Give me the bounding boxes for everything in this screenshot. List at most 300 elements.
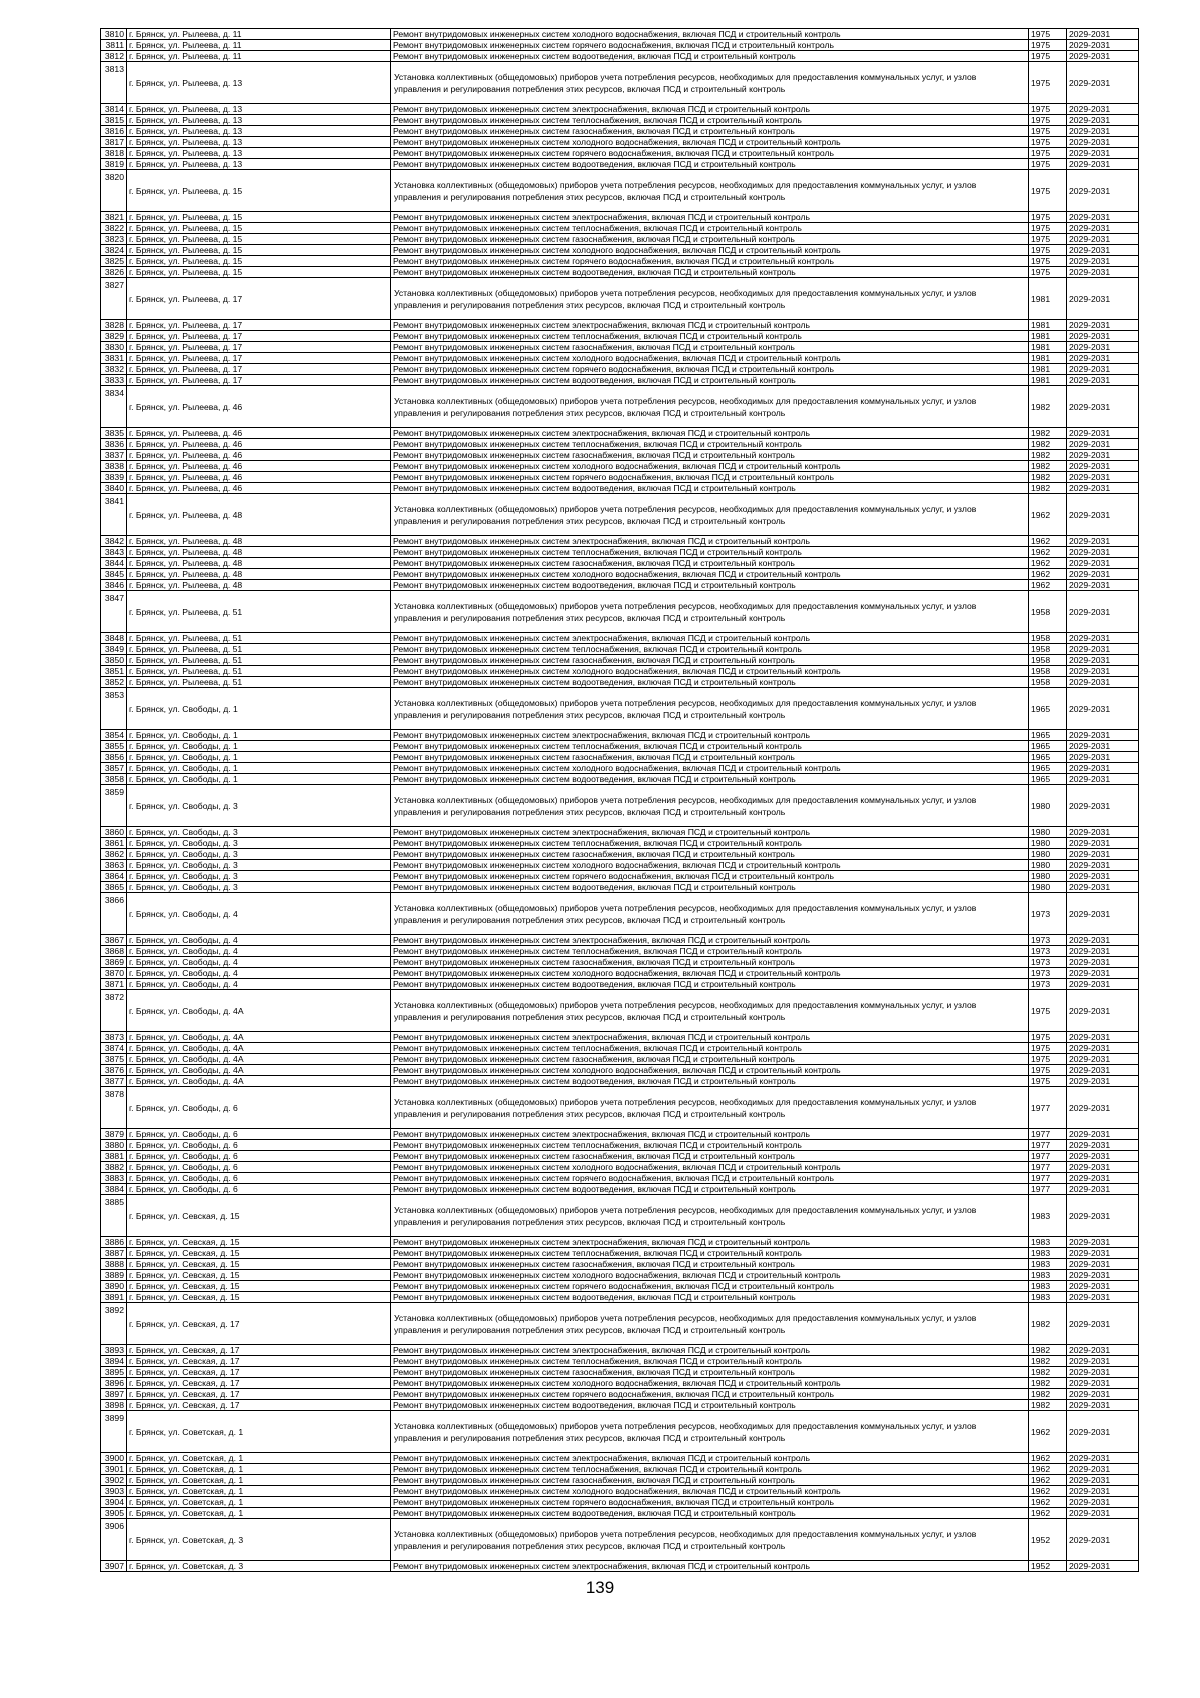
table-row [101, 1259, 1139, 1270]
build-year-cell: 1975 [1029, 137, 1067, 148]
table-row [101, 331, 1139, 342]
address-cell: г. Брянск, ул. Свободы, д. 4 [127, 935, 391, 946]
work-description-cell: Ремонт внутридомовых инженерных систем горячего водоснабжения, включая ПСД и строительный контроль [391, 40, 1029, 51]
row-number: 3876 [101, 1065, 127, 1076]
build-year-cell: 1982 [1029, 1389, 1067, 1400]
work-description-cell: Ремонт внутридомовых инженерных систем водоотведения, включая ПСД и строительный контроль [391, 1076, 1029, 1087]
address-cell: г. Брянск, ул. Советская, д. 1 [127, 1508, 391, 1519]
row-number: 3860 [101, 827, 127, 838]
work-description-cell: Установка коллективных (общедомовых) приборов учета потребления ресурсов, необходимых для предоставления коммунальных услуг, и узлов управления и регулирования потребления этих ресурсов, включая ПСД и строительный контроль [391, 386, 1029, 428]
planned-period-cell: 2029-2031 [1067, 331, 1139, 342]
row-number: 3874 [101, 1043, 127, 1054]
row-number: 3814 [101, 104, 127, 115]
table-row [101, 428, 1139, 439]
build-year-cell: 1973 [1029, 935, 1067, 946]
table-row [101, 1400, 1139, 1411]
build-year-cell: 1977 [1029, 1162, 1067, 1173]
planned-period-cell: 2029-2031 [1067, 494, 1139, 536]
planned-period-cell: 2029-2031 [1067, 1237, 1139, 1248]
build-year-cell: 1982 [1029, 472, 1067, 483]
table-row [101, 666, 1139, 677]
work-description-cell: Ремонт внутридомовых инженерных систем теплоснабжения, включая ПСД и строительный контроль [391, 1043, 1029, 1054]
table-row [101, 827, 1139, 838]
planned-period-cell: 2029-2031 [1067, 212, 1139, 223]
row-number: 3830 [101, 342, 127, 353]
build-year-cell: 1962 [1029, 1486, 1067, 1497]
build-year-cell: 1982 [1029, 1356, 1067, 1367]
planned-period-cell: 2029-2031 [1067, 1129, 1139, 1140]
build-year-cell: 1975 [1029, 234, 1067, 245]
work-description-cell: Ремонт внутридомовых инженерных систем водоотведения, включая ПСД и строительный контроль [391, 1292, 1029, 1303]
build-year-cell: 1975 [1029, 267, 1067, 278]
work-description-cell: Ремонт внутридомовых инженерных систем электроснабжения, включая ПСД и строительный контроль [391, 1345, 1029, 1356]
work-description-cell: Ремонт внутридомовых инженерных систем холодного водоснабжения, включая ПСД и строительный контроль [391, 968, 1029, 979]
address-cell: г. Брянск, ул. Рылеева, д. 13 [127, 115, 391, 126]
planned-period-cell: 2029-2031 [1067, 320, 1139, 331]
planned-period-cell: 2029-2031 [1067, 957, 1139, 968]
row-number: 3885 [101, 1195, 127, 1237]
table-row [101, 1195, 1139, 1237]
build-year-cell: 1981 [1029, 364, 1067, 375]
address-cell: г. Брянск, ул. Севская, д. 17 [127, 1400, 391, 1411]
planned-period-cell: 2029-2031 [1067, 1281, 1139, 1292]
work-description-cell: Ремонт внутридомовых инженерных систем водоотведения, включая ПСД и строительный контроль [391, 580, 1029, 591]
row-number: 3887 [101, 1248, 127, 1259]
build-year-cell: 1962 [1029, 558, 1067, 569]
build-year-cell: 1983 [1029, 1292, 1067, 1303]
build-year-cell: 1981 [1029, 353, 1067, 364]
table-row [101, 946, 1139, 957]
work-description-cell: Ремонт внутридомовых инженерных систем холодного водоснабжения, включая ПСД и строительный контроль [391, 137, 1029, 148]
table-row [101, 353, 1139, 364]
table-row [101, 320, 1139, 331]
build-year-cell: 1977 [1029, 1129, 1067, 1140]
row-number: 3897 [101, 1389, 127, 1400]
work-description-cell: Ремонт внутридомовых инженерных систем электроснабжения, включая ПСД и строительный контроль [391, 1032, 1029, 1043]
row-number: 3843 [101, 547, 127, 558]
row-number: 3813 [101, 62, 127, 104]
work-description-cell: Ремонт внутридомовых инженерных систем теплоснабжения, включая ПСД и строительный контроль [391, 439, 1029, 450]
build-year-cell: 1980 [1029, 860, 1067, 871]
planned-period-cell: 2029-2031 [1067, 278, 1139, 320]
address-cell: г. Брянск, ул. Свободы, д. 3 [127, 838, 391, 849]
address-cell: г. Брянск, ул. Рылеева, д. 17 [127, 364, 391, 375]
planned-period-cell: 2029-2031 [1067, 1184, 1139, 1195]
work-description-cell: Ремонт внутридомовых инженерных систем холодного водоснабжения, включая ПСД и строительный контроль [391, 353, 1029, 364]
row-number: 3829 [101, 331, 127, 342]
row-number: 3823 [101, 234, 127, 245]
address-cell: г. Брянск, ул. Севская, д. 17 [127, 1367, 391, 1378]
row-number: 3833 [101, 375, 127, 386]
build-year-cell: 1983 [1029, 1237, 1067, 1248]
work-description-cell: Ремонт внутридомовых инженерных систем холодного водоснабжения, включая ПСД и строительный контроль [391, 569, 1029, 580]
table-row [101, 979, 1139, 990]
planned-period-cell: 2029-2031 [1067, 428, 1139, 439]
address-cell: г. Брянск, ул. Свободы, д. 1 [127, 741, 391, 752]
planned-period-cell: 2029-2031 [1067, 1054, 1139, 1065]
work-description-cell: Ремонт внутридомовых инженерных систем теплоснабжения, включая ПСД и строительный контроль [391, 115, 1029, 126]
work-description-cell: Ремонт внутридомовых инженерных систем водоотведения, включая ПСД и строительный контроль [391, 1400, 1029, 1411]
work-description-cell: Ремонт внутридомовых инженерных систем холодного водоснабжения, включая ПСД и строительный контроль [391, 860, 1029, 871]
table-row [101, 1345, 1139, 1356]
planned-period-cell: 2029-2031 [1067, 472, 1139, 483]
planned-period-cell: 2029-2031 [1067, 935, 1139, 946]
planned-period-cell: 2029-2031 [1067, 677, 1139, 688]
work-description-cell: Ремонт внутридомовых инженерных систем холодного водоснабжения, включая ПСД и строительный контроль [391, 666, 1029, 677]
address-cell: г. Брянск, ул. Советская, д. 1 [127, 1475, 391, 1486]
address-cell: г. Брянск, ул. Советская, д. 1 [127, 1464, 391, 1475]
table-row [101, 860, 1139, 871]
address-cell: г. Брянск, ул. Советская, д. 1 [127, 1453, 391, 1464]
build-year-cell: 1975 [1029, 40, 1067, 51]
table-row [101, 115, 1139, 126]
address-cell: г. Брянск, ул. Рылеева, д. 17 [127, 320, 391, 331]
row-number: 3890 [101, 1281, 127, 1292]
build-year-cell: 1958 [1029, 677, 1067, 688]
address-cell: г. Брянск, ул. Свободы, д. 3 [127, 785, 391, 827]
address-cell: г. Брянск, ул. Свободы, д. 6 [127, 1087, 391, 1129]
row-number: 3902 [101, 1475, 127, 1486]
work-description-cell: Ремонт внутридомовых инженерных систем водоотведения, включая ПСД и строительный контроль [391, 483, 1029, 494]
planned-period-cell: 2029-2031 [1067, 1043, 1139, 1054]
address-cell: г. Брянск, ул. Рылеева, д. 15 [127, 267, 391, 278]
planned-period-cell: 2029-2031 [1067, 148, 1139, 159]
planned-period-cell: 2029-2031 [1067, 1259, 1139, 1270]
row-number: 3906 [101, 1519, 127, 1561]
build-year-cell: 1982 [1029, 439, 1067, 450]
planned-period-cell: 2029-2031 [1067, 1356, 1139, 1367]
build-year-cell: 1977 [1029, 1087, 1067, 1129]
table-row [101, 677, 1139, 688]
planned-period-cell: 2029-2031 [1067, 893, 1139, 935]
address-cell: г. Брянск, ул. Рылеева, д. 15 [127, 245, 391, 256]
address-cell: г. Брянск, ул. Свободы, д. 6 [127, 1151, 391, 1162]
build-year-cell: 1977 [1029, 1151, 1067, 1162]
work-description-cell: Ремонт внутридомовых инженерных систем теплоснабжения, включая ПСД и строительный контроль [391, 838, 1029, 849]
build-year-cell: 1977 [1029, 1184, 1067, 1195]
work-description-cell: Ремонт внутридомовых инженерных систем водоотведения, включая ПСД и строительный контроль [391, 677, 1029, 688]
row-number: 3811 [101, 40, 127, 51]
address-cell: г. Брянск, ул. Севская, д. 15 [127, 1270, 391, 1281]
work-description-cell: Ремонт внутридомовых инженерных систем горячего водоснабжения, включая ПСД и строительный контроль [391, 148, 1029, 159]
address-cell: г. Брянск, ул. Рылеева, д. 17 [127, 278, 391, 320]
build-year-cell: 1980 [1029, 827, 1067, 838]
build-year-cell: 1975 [1029, 29, 1067, 40]
work-description-cell: Установка коллективных (общедомовых) приборов учета потребления ресурсов, необходимых для предоставления коммунальных услуг, и узлов управления и регулирования потребления этих ресурсов, включая ПСД и строительный контроль [391, 785, 1029, 827]
build-year-cell: 1973 [1029, 893, 1067, 935]
work-description-cell: Ремонт внутридомовых инженерных систем водоотведения, включая ПСД и строительный контроль [391, 882, 1029, 893]
work-description-cell: Ремонт внутридомовых инженерных систем водоотведения, включая ПСД и строительный контроль [391, 1184, 1029, 1195]
planned-period-cell: 2029-2031 [1067, 1032, 1139, 1043]
address-cell: г. Брянск, ул. Севская, д. 15 [127, 1281, 391, 1292]
row-number: 3841 [101, 494, 127, 536]
work-description-cell: Установка коллективных (общедомовых) приборов учета потребления ресурсов, необходимых для предоставления коммунальных услуг, и узлов управления и регулирования потребления этих ресурсов, включая ПСД и строительный контроль [391, 1411, 1029, 1453]
build-year-cell: 1973 [1029, 968, 1067, 979]
planned-period-cell: 2029-2031 [1067, 1400, 1139, 1411]
work-description-cell: Установка коллективных (общедомовых) приборов учета потребления ресурсов, необходимых для предоставления коммунальных услуг, и узлов управления и регулирования потребления этих ресурсов, включая ПСД и строительный контроль [391, 494, 1029, 536]
address-cell: г. Брянск, ул. Рылеева, д. 17 [127, 375, 391, 386]
planned-period-cell: 2029-2031 [1067, 483, 1139, 494]
table-row [101, 1453, 1139, 1464]
row-number: 3854 [101, 730, 127, 741]
build-year-cell: 1975 [1029, 223, 1067, 234]
address-cell: г. Брянск, ул. Свободы, д. 6 [127, 1173, 391, 1184]
planned-period-cell: 2029-2031 [1067, 375, 1139, 386]
build-year-cell: 1975 [1029, 159, 1067, 170]
address-cell: г. Брянск, ул. Рылеева, д. 46 [127, 428, 391, 439]
planned-period-cell: 2029-2031 [1067, 730, 1139, 741]
address-cell: г. Брянск, ул. Рылеева, д. 51 [127, 644, 391, 655]
planned-period-cell: 2029-2031 [1067, 547, 1139, 558]
address-cell: г. Брянск, ул. Рылеева, д. 15 [127, 234, 391, 245]
table-row [101, 1508, 1139, 1519]
work-description-cell: Ремонт внутридомовых инженерных систем электроснабжения, включая ПСД и строительный контроль [391, 212, 1029, 223]
build-year-cell: 1982 [1029, 386, 1067, 428]
address-cell: г. Брянск, ул. Свободы, д. 4А [127, 1043, 391, 1054]
planned-period-cell: 2029-2031 [1067, 159, 1139, 170]
address-cell: г. Брянск, ул. Свободы, д. 4 [127, 946, 391, 957]
build-year-cell: 1982 [1029, 1378, 1067, 1389]
table-row [101, 1237, 1139, 1248]
address-cell: г. Брянск, ул. Свободы, д. 4 [127, 968, 391, 979]
table-row [101, 558, 1139, 569]
table-row [101, 1032, 1139, 1043]
build-year-cell: 1975 [1029, 170, 1067, 212]
address-cell: г. Брянск, ул. Рылеева, д. 15 [127, 212, 391, 223]
build-year-cell: 1980 [1029, 785, 1067, 827]
document-page [100, 28, 1138, 1572]
work-description-cell: Ремонт внутридомовых инженерных систем газоснабжения, включая ПСД и строительный контроль [391, 849, 1029, 860]
planned-period-cell: 2029-2031 [1067, 1497, 1139, 1508]
table-row [101, 494, 1139, 536]
planned-period-cell: 2029-2031 [1067, 1292, 1139, 1303]
table-row [101, 1054, 1139, 1065]
address-cell: г. Брянск, ул. Рылеева, д. 13 [127, 159, 391, 170]
address-cell: г. Брянск, ул. Рылеева, д. 11 [127, 40, 391, 51]
table-row [101, 1486, 1139, 1497]
row-number: 3850 [101, 655, 127, 666]
row-number: 3818 [101, 148, 127, 159]
table-row [101, 472, 1139, 483]
planned-period-cell: 2029-2031 [1067, 882, 1139, 893]
build-year-cell: 1962 [1029, 536, 1067, 547]
build-year-cell: 1983 [1029, 1259, 1067, 1270]
build-year-cell: 1975 [1029, 115, 1067, 126]
row-number: 3844 [101, 558, 127, 569]
planned-period-cell: 2029-2031 [1067, 342, 1139, 353]
address-cell: г. Брянск, ул. Севская, д. 17 [127, 1378, 391, 1389]
build-year-cell: 1975 [1029, 126, 1067, 137]
table-row [101, 40, 1139, 51]
planned-period-cell: 2029-2031 [1067, 1411, 1139, 1453]
table-row [101, 364, 1139, 375]
build-year-cell: 1965 [1029, 741, 1067, 752]
table-row [101, 893, 1139, 935]
work-description-cell: Ремонт внутридомовых инженерных систем газоснабжения, включая ПСД и строительный контроль [391, 1151, 1029, 1162]
row-number: 3875 [101, 1054, 127, 1065]
planned-period-cell: 2029-2031 [1067, 741, 1139, 752]
address-cell: г. Брянск, ул. Свободы, д. 1 [127, 688, 391, 730]
address-cell: г. Брянск, ул. Севская, д. 15 [127, 1195, 391, 1237]
address-cell: г. Брянск, ул. Севская, д. 15 [127, 1292, 391, 1303]
table-row [101, 1389, 1139, 1400]
row-number: 3907 [101, 1561, 127, 1572]
work-description-cell: Ремонт внутридомовых инженерных систем газоснабжения, включая ПСД и строительный контроль [391, 342, 1029, 353]
planned-period-cell: 2029-2031 [1067, 1389, 1139, 1400]
planned-period-cell: 2029-2031 [1067, 1453, 1139, 1464]
planned-period-cell: 2029-2031 [1067, 763, 1139, 774]
planned-period-cell: 2029-2031 [1067, 666, 1139, 677]
planned-period-cell: 2029-2031 [1067, 838, 1139, 849]
table-row [101, 256, 1139, 267]
build-year-cell: 1952 [1029, 1519, 1067, 1561]
address-cell: г. Брянск, ул. Свободы, д. 4 [127, 893, 391, 935]
work-description-cell: Ремонт внутридомовых инженерных систем холодного водоснабжения, включая ПСД и строительный контроль [391, 1065, 1029, 1076]
address-cell: г. Брянск, ул. Рылеева, д. 51 [127, 677, 391, 688]
table-row [101, 245, 1139, 256]
planned-period-cell: 2029-2031 [1067, 40, 1139, 51]
row-number: 3834 [101, 386, 127, 428]
work-description-cell: Ремонт внутридомовых инженерных систем водоотведения, включая ПСД и строительный контроль [391, 1508, 1029, 1519]
build-year-cell: 1980 [1029, 882, 1067, 893]
table-row [101, 1475, 1139, 1486]
build-year-cell: 1981 [1029, 278, 1067, 320]
build-year-cell: 1962 [1029, 1453, 1067, 1464]
row-number: 3863 [101, 860, 127, 871]
row-number: 3865 [101, 882, 127, 893]
build-year-cell: 1980 [1029, 849, 1067, 860]
work-description-cell: Ремонт внутридомовых инженерных систем теплоснабжения, включая ПСД и строительный контроль [391, 547, 1029, 558]
planned-period-cell: 2029-2031 [1067, 591, 1139, 633]
planned-period-cell: 2029-2031 [1067, 104, 1139, 115]
work-description-cell: Ремонт внутридомовых инженерных систем горячего водоснабжения, включая ПСД и строительный контроль [391, 1173, 1029, 1184]
table-row [101, 1356, 1139, 1367]
planned-period-cell: 2029-2031 [1067, 267, 1139, 278]
build-year-cell: 1982 [1029, 428, 1067, 439]
address-cell: г. Брянск, ул. Свободы, д. 4А [127, 1054, 391, 1065]
build-year-cell: 1981 [1029, 331, 1067, 342]
build-year-cell: 1977 [1029, 1140, 1067, 1151]
row-number: 3873 [101, 1032, 127, 1043]
planned-period-cell: 2029-2031 [1067, 785, 1139, 827]
work-description-cell: Ремонт внутридомовых инженерных систем водоотведения, включая ПСД и строительный контроль [391, 267, 1029, 278]
planned-period-cell: 2029-2031 [1067, 1087, 1139, 1129]
work-description-cell: Ремонт внутридомовых инженерных систем электроснабжения, включая ПСД и строительный контроль [391, 1237, 1029, 1248]
address-cell: г. Брянск, ул. Свободы, д. 4А [127, 1032, 391, 1043]
address-cell: г. Брянск, ул. Рылеева, д. 48 [127, 547, 391, 558]
planned-period-cell: 2029-2031 [1067, 170, 1139, 212]
address-cell: г. Брянск, ул. Рылеева, д. 46 [127, 386, 391, 428]
row-number: 3827 [101, 278, 127, 320]
build-year-cell: 1981 [1029, 342, 1067, 353]
table-row [101, 536, 1139, 547]
table-row [101, 785, 1139, 827]
planned-period-cell: 2029-2031 [1067, 655, 1139, 666]
row-number: 3877 [101, 1076, 127, 1087]
build-year-cell: 1980 [1029, 871, 1067, 882]
work-description-cell: Ремонт внутридомовых инженерных систем газоснабжения, включая ПСД и строительный контроль [391, 450, 1029, 461]
table-row [101, 957, 1139, 968]
work-description-cell: Установка коллективных (общедомовых) приборов учета потребления ресурсов, необходимых для предоставления коммунальных услуг, и узлов управления и регулирования потребления этих ресурсов, включая ПСД и строительный контроль [391, 1195, 1029, 1237]
planned-period-cell: 2029-2031 [1067, 979, 1139, 990]
planned-period-cell: 2029-2031 [1067, 860, 1139, 871]
table-row [101, 1162, 1139, 1173]
work-description-cell: Установка коллективных (общедомовых) приборов учета потребления ресурсов, необходимых для предоставления коммунальных услуг, и узлов управления и регулирования потребления этих ресурсов, включая ПСД и строительный контроль [391, 170, 1029, 212]
build-year-cell: 1983 [1029, 1195, 1067, 1237]
build-year-cell: 1965 [1029, 688, 1067, 730]
table-row [101, 1087, 1139, 1129]
planned-period-cell: 2029-2031 [1067, 62, 1139, 104]
repair-schedule-table [100, 28, 1139, 1572]
build-year-cell: 1975 [1029, 62, 1067, 104]
row-number: 3899 [101, 1411, 127, 1453]
work-description-cell: Установка коллективных (общедомовых) приборов учета потребления ресурсов, необходимых для предоставления коммунальных услуг, и узлов управления и регулирования потребления этих ресурсов, включая ПСД и строительный контроль [391, 990, 1029, 1032]
work-description-cell: Ремонт внутридомовых инженерных систем газоснабжения, включая ПСД и строительный контроль [391, 234, 1029, 245]
row-number: 3894 [101, 1356, 127, 1367]
build-year-cell: 1982 [1029, 461, 1067, 472]
planned-period-cell: 2029-2031 [1067, 536, 1139, 547]
planned-period-cell: 2029-2031 [1067, 752, 1139, 763]
row-number: 3846 [101, 580, 127, 591]
build-year-cell: 1962 [1029, 1497, 1067, 1508]
work-description-cell: Ремонт внутридомовых инженерных систем водоотведения, включая ПСД и строительный контроль [391, 979, 1029, 990]
table-row [101, 29, 1139, 40]
row-number: 3869 [101, 957, 127, 968]
build-year-cell: 1958 [1029, 666, 1067, 677]
work-description-cell: Ремонт внутридомовых инженерных систем газоснабжения, включая ПСД и строительный контроль [391, 1367, 1029, 1378]
address-cell: г. Брянск, ул. Рылеева, д. 17 [127, 331, 391, 342]
address-cell: г. Брянск, ул. Свободы, д. 4 [127, 957, 391, 968]
build-year-cell: 1977 [1029, 1173, 1067, 1184]
address-cell: г. Брянск, ул. Советская, д. 1 [127, 1411, 391, 1453]
table-row [101, 968, 1139, 979]
build-year-cell: 1982 [1029, 483, 1067, 494]
table-row [101, 148, 1139, 159]
work-description-cell: Ремонт внутридомовых инженерных систем газоснабжения, включая ПСД и строительный контроль [391, 957, 1029, 968]
address-cell: г. Брянск, ул. Рылеева, д. 13 [127, 137, 391, 148]
planned-period-cell: 2029-2031 [1067, 849, 1139, 860]
work-description-cell: Установка коллективных (общедомовых) приборов учета потребления ресурсов, необходимых для предоставления коммунальных услуг, и узлов управления и регулирования потребления этих ресурсов, включая ПСД и строительный контроль [391, 688, 1029, 730]
address-cell: г. Брянск, ул. Севская, д. 17 [127, 1389, 391, 1400]
table-row [101, 386, 1139, 428]
row-number: 3864 [101, 871, 127, 882]
build-year-cell: 1981 [1029, 320, 1067, 331]
address-cell: г. Брянск, ул. Рылеева, д. 51 [127, 666, 391, 677]
work-description-cell: Ремонт внутридомовых инженерных систем газоснабжения, включая ПСД и строительный контроль [391, 558, 1029, 569]
planned-period-cell: 2029-2031 [1067, 968, 1139, 979]
table-row [101, 450, 1139, 461]
row-number: 3852 [101, 677, 127, 688]
planned-period-cell: 2029-2031 [1067, 1519, 1139, 1561]
row-number: 3817 [101, 137, 127, 148]
build-year-cell: 1965 [1029, 730, 1067, 741]
row-number: 3847 [101, 591, 127, 633]
address-cell: г. Брянск, ул. Рылеева, д. 51 [127, 655, 391, 666]
table-row [101, 1270, 1139, 1281]
planned-period-cell: 2029-2031 [1067, 871, 1139, 882]
work-description-cell: Ремонт внутридомовых инженерных систем электроснабжения, включая ПСД и строительный контроль [391, 320, 1029, 331]
row-number: 3898 [101, 1400, 127, 1411]
planned-period-cell: 2029-2031 [1067, 126, 1139, 137]
work-description-cell: Ремонт внутридомовых инженерных систем холодного водоснабжения, включая ПСД и строительный контроль [391, 763, 1029, 774]
address-cell: г. Брянск, ул. Свободы, д. 3 [127, 849, 391, 860]
work-description-cell: Ремонт внутридомовых инженерных систем электроснабжения, включая ПСД и строительный контроль [391, 104, 1029, 115]
work-description-cell: Ремонт внутридомовых инженерных систем электроснабжения, включая ПСД и строительный контроль [391, 1453, 1029, 1464]
build-year-cell: 1973 [1029, 957, 1067, 968]
table-row [101, 882, 1139, 893]
work-description-cell: Установка коллективных (общедомовых) приборов учета потребления ресурсов, необходимых для предоставления коммунальных услуг, и узлов управления и регулирования потребления этих ресурсов, включая ПСД и строительный контроль [391, 278, 1029, 320]
table-row [101, 871, 1139, 882]
